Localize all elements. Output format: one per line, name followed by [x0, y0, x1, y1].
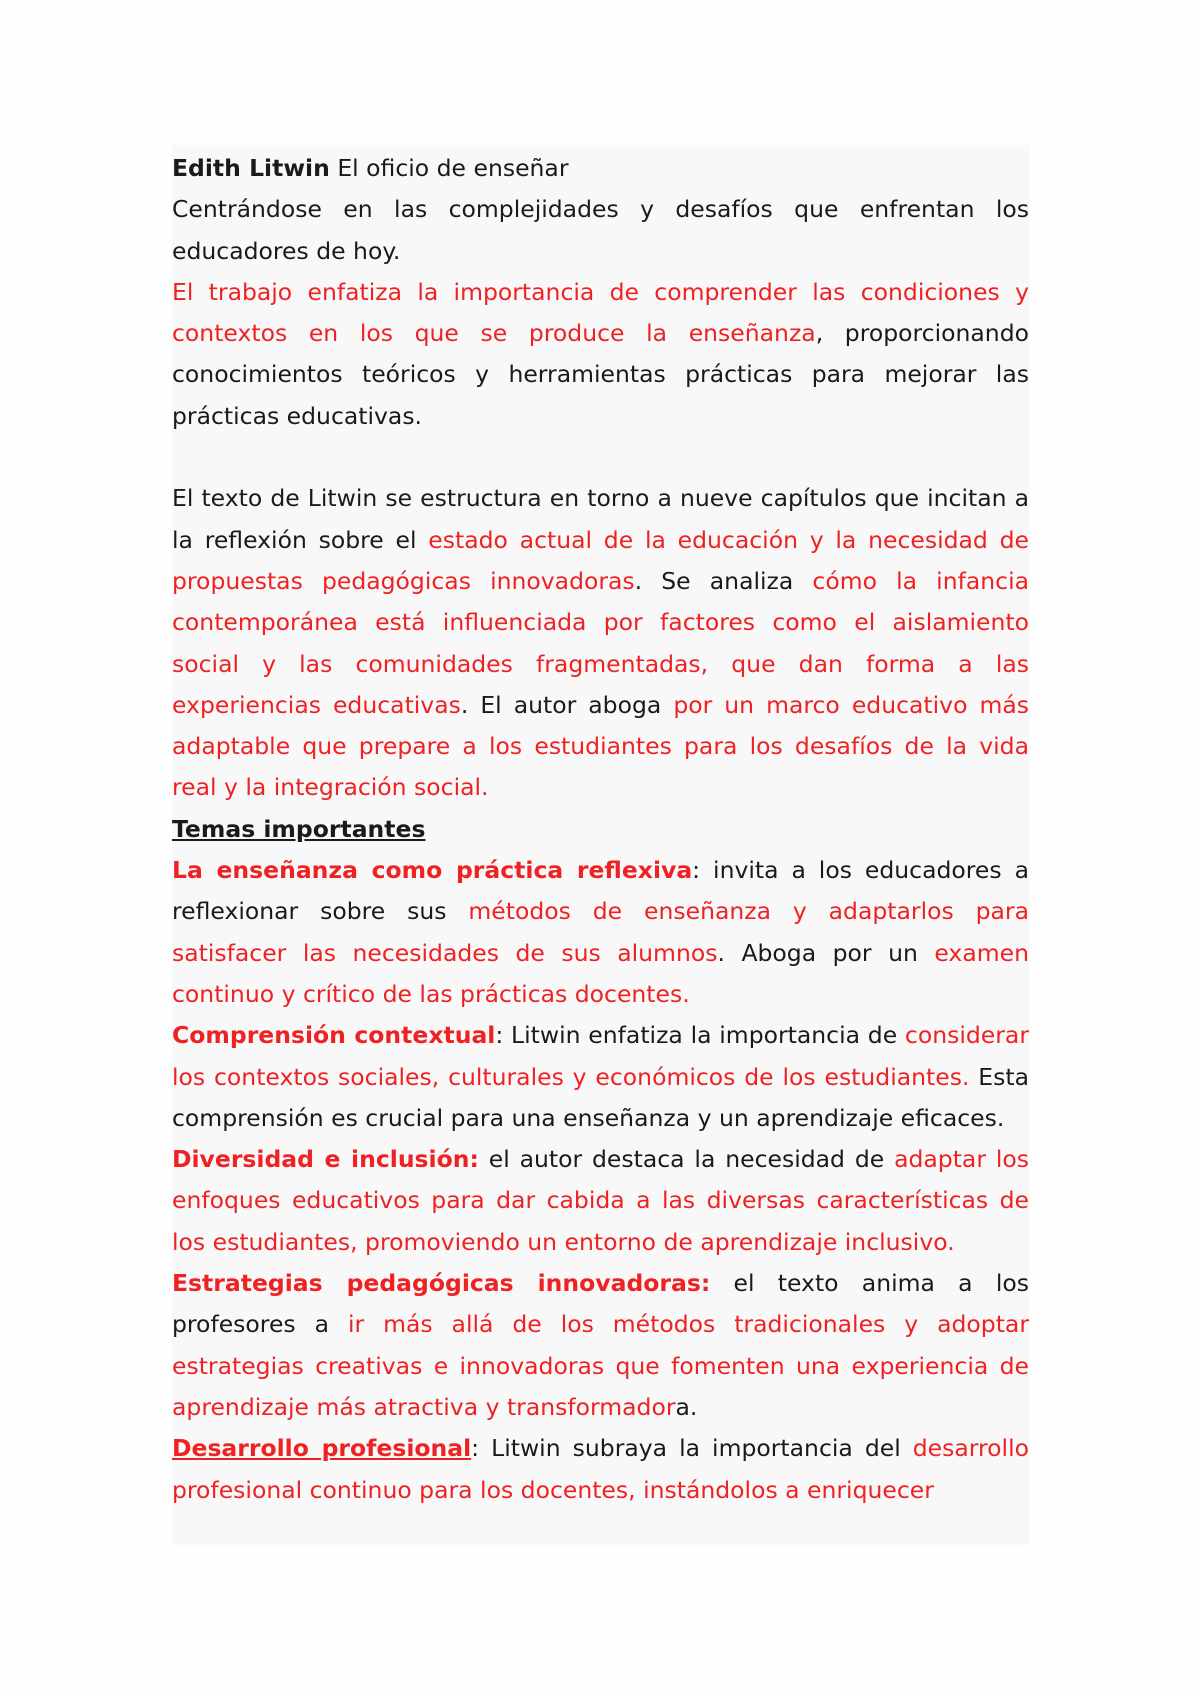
- body-text: a.: [675, 1392, 698, 1421]
- theme-label: Estrategias pedagógicas innovadoras:: [172, 1269, 711, 1298]
- intro-paragraph: Centrándose en las complejidades y desafíos que enfrentan los educadores de hoy.: [172, 195, 1029, 265]
- body-text: : Litwin enfatiza la importancia de: [495, 1021, 905, 1050]
- body-text: el texto anima a los profesores a: [172, 1269, 1029, 1339]
- body-text: El texto de Litwin se estructura en torno a nueve capítulos que incitan a la reflexión sobre el: [172, 484, 1029, 554]
- theme-label: Desarrollo profesional: [172, 1434, 472, 1463]
- theme-label: Diversidad e inclusión:: [172, 1145, 479, 1174]
- body-text: , proporcionando conocimientos teóricos y herramientas prácticas para mejorar las prácticas educativas.: [172, 319, 1029, 430]
- highlight-text: considerar los contextos sociales, culturales y económicos de los estudiantes.: [172, 1021, 1029, 1091]
- theme-innovative-strategies: [172, 1263, 1029, 1428]
- theme-diversity-inclusion: [172, 1139, 1029, 1263]
- body-text: : Litwin subraya la importancia del: [471, 1434, 913, 1463]
- document-body: [172, 148, 1029, 1511]
- theme-label: Comprensión contextual: [172, 1021, 496, 1050]
- theme-contextual-understanding: [172, 1015, 1029, 1139]
- body-text: el autor destaca la necesidad de: [478, 1145, 895, 1174]
- highlight-text: adaptar los enfoques educativos para dar cabida a las diversas características de los estudiantes, promoviendo un entorno de aprendizaje inclusivo.: [172, 1145, 1030, 1256]
- paragraph-3: [172, 478, 1029, 808]
- title-line: [172, 148, 1029, 189]
- highlight-text: cómo la infancia contemporánea está influenciada por factores como el aislamiento social y las comunidades fragmentadas, que dan forma a las experiencias educativas: [172, 566, 1030, 719]
- highlight-text: El trabajo enfatiza la importancia de comprender las condiciones y contextos en los que se produce la enseñanza: [172, 277, 1029, 348]
- theme-professional-development: [172, 1428, 1029, 1511]
- highlight-text: desarrollo profesional continuo para los docentes, instándolos a enriquecer: [172, 1434, 1029, 1504]
- highlight-text: métodos de enseñanza y adaptarlos para satisfacer las necesidades de sus alumnos: [172, 897, 1029, 967]
- body-text: Esta comprensión es crucial para una enseñanza y un aprendizaje eficaces.: [172, 1062, 1029, 1132]
- blank-line: [172, 437, 1029, 478]
- highlight-text: por un marco educativo más adaptable que prepare a los estudiantes para los desafíos de la vida real y la integración social.: [172, 690, 1029, 802]
- author-name: Edith Litwin: [172, 154, 330, 182]
- heading-text: Temas importantes: [172, 814, 426, 843]
- body-text: . El autor aboga: [460, 690, 674, 719]
- theme-label: La enseñanza como práctica reflexiva: [172, 856, 693, 885]
- highlight-text: examen continuo y crítico de las prácticas docentes.: [172, 938, 1029, 1008]
- highlight-text: ir más allá de los métodos tradicionales y adoptar estrategias creativas e innovadoras que fomenten una experiencia de aprendizaje más atractiva y transformador: [172, 1310, 1029, 1421]
- body-text: . Aboga por un: [717, 938, 935, 967]
- body-text: : invita a los educadores a reflexionar sobre sus: [172, 856, 1029, 926]
- highlight-text: estado actual de la educación y la necesidad de propuestas pedagógicas innovadoras: [172, 525, 1029, 595]
- body-text: . Se analiza: [634, 566, 813, 595]
- paragraph-2: [172, 272, 1029, 437]
- book-title: El oficio de enseñar: [329, 154, 569, 182]
- section-heading: [172, 809, 1029, 850]
- theme-reflexive-practice: [172, 850, 1029, 1015]
